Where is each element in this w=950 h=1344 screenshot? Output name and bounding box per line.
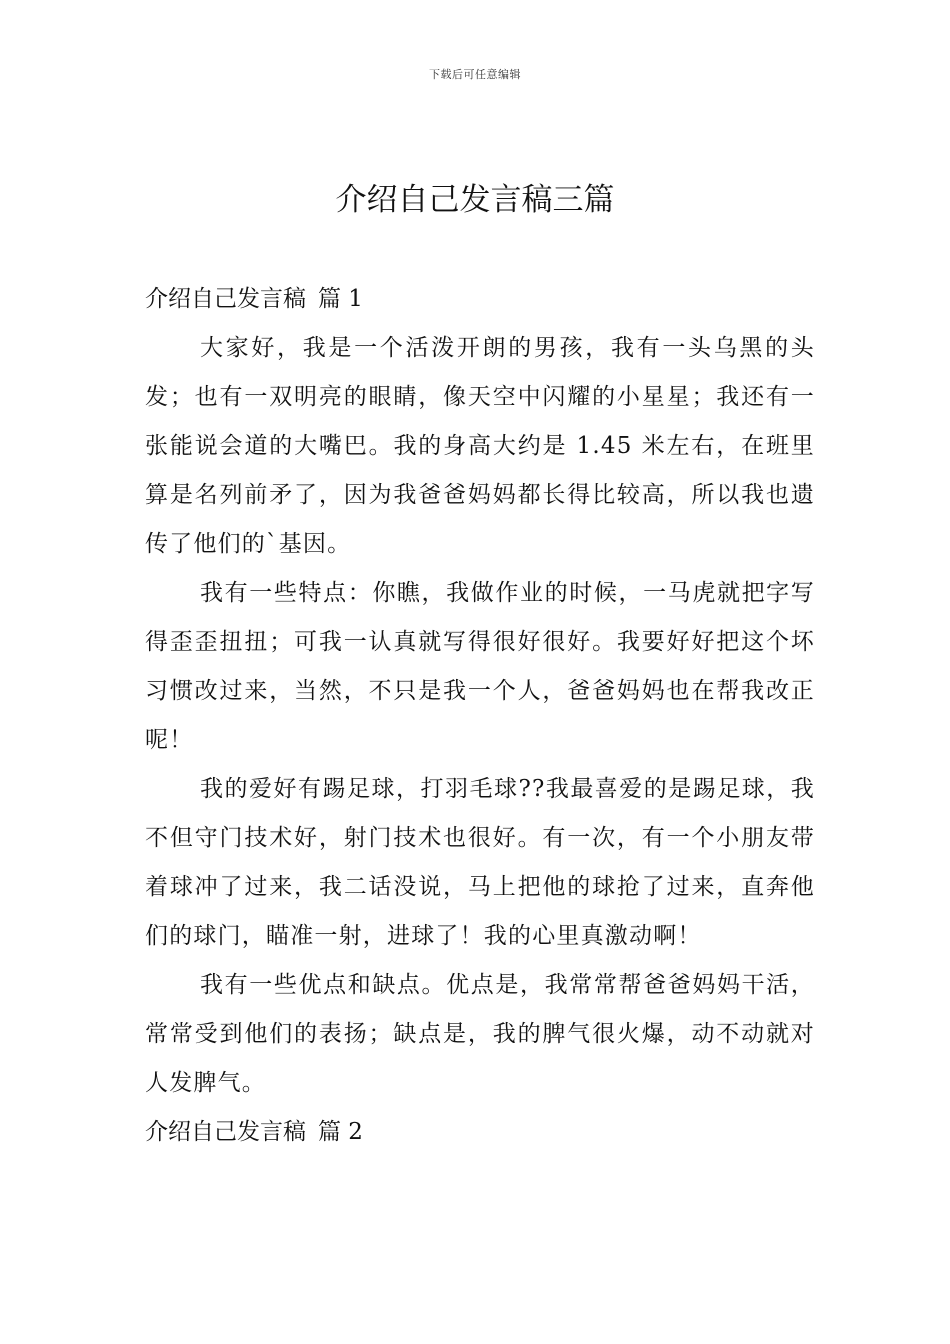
- paragraph: 我有一些优点和缺点。优点是，我常常帮爸爸妈妈干活，常常受到他们的表扬；缺点是，我的脾气很火爆，动不动就对人发脾气。: [145, 972, 815, 1096]
- section-number: 篇 2: [318, 1119, 363, 1145]
- section-number: 篇 1: [318, 286, 363, 312]
- section-heading-text: 介绍自己发言稿: [145, 286, 306, 312]
- paragraph: 我有一些特点：你瞧，我做作业的时候，一马虎就把字写得歪歪扭扭；可我一认真就写得很好很好。我要好好把这个坏习惯改过来，当然，不只是我一个人，爸爸妈妈也在帮我改正呢！: [145, 580, 815, 753]
- section-heading: [145, 275, 815, 324]
- document-title: 介绍自己发言稿三篇: [335, 182, 615, 218]
- section-heading: [145, 1108, 815, 1157]
- document-body: [145, 275, 815, 1157]
- section-2: [145, 1108, 815, 1157]
- header-note: 下载后可任意编辑: [429, 68, 521, 81]
- paragraph: 我的爱好有踢足球，打羽毛球??我最喜爱的是踢足球，我不但守门技术好，射门技术也很好。有一次，有一个小朋友带着球冲了过来，我二话没说，马上把他的球抢了过来，直奔他们的球门，瞄准一射，进球了！我的心里真激动啊！: [145, 776, 815, 949]
- section-heading-text: 介绍自己发言稿: [145, 1119, 306, 1145]
- section-1: [145, 275, 815, 1108]
- paragraph: 大家好，我是一个活泼开朗的男孩，我有一头乌黑的头发；也有一双明亮的眼睛，像天空中闪耀的小星星；我还有一张能说会道的大嘴巴。我的身高大约是 1.45 米左右，在班里算是名列前矛了，因为我爸爸妈妈都长得比较高，所以我也遗传了他们的`基因。: [145, 335, 815, 557]
